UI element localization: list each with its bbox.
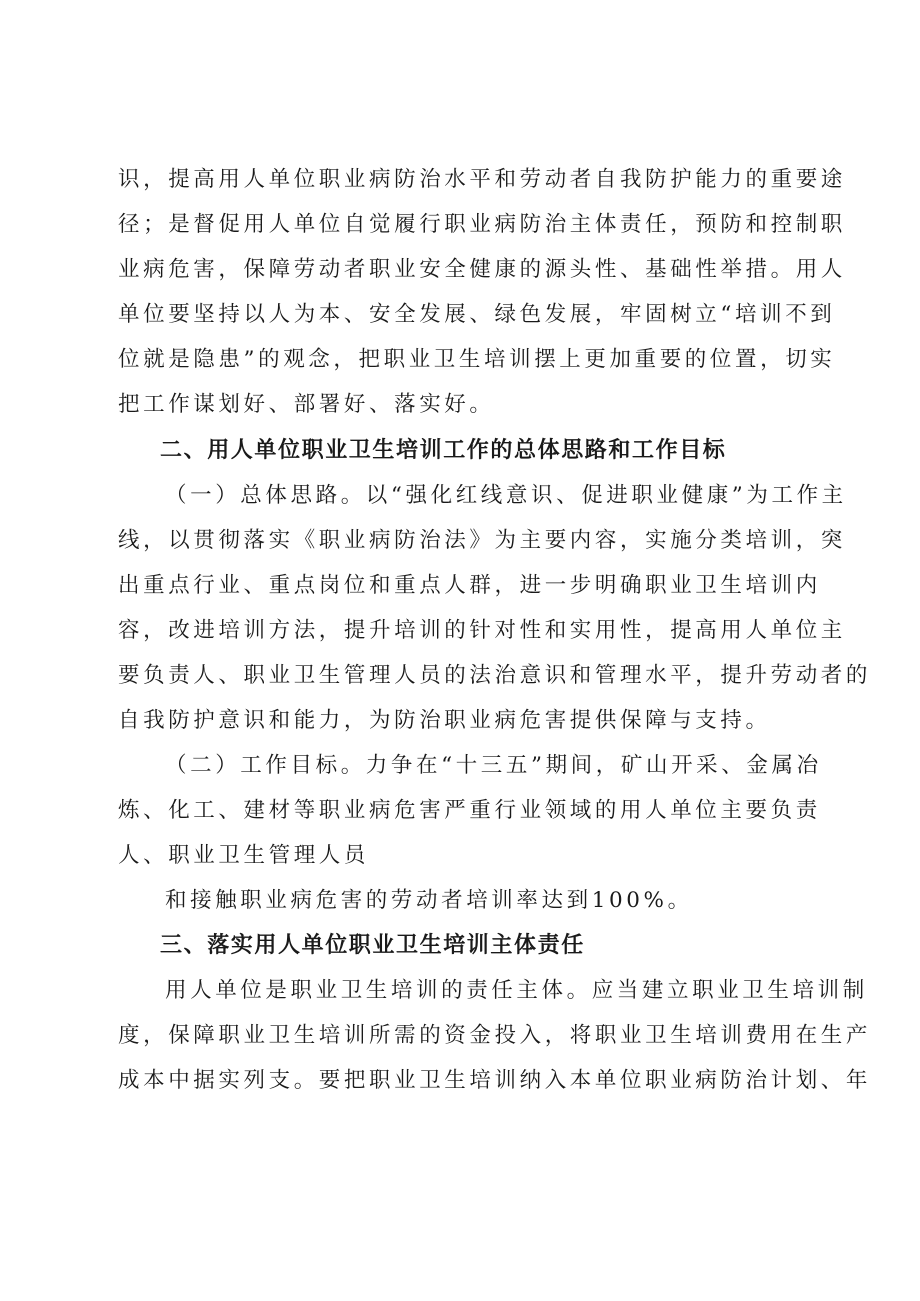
- body-text-line: （一）总体思路。以“强化红线意识、促进职业健康”为工作主: [165, 483, 847, 508]
- body-text-line: 径；是督促用人单位自觉履行职业病防治主体责任，预防和控制职: [118, 212, 846, 237]
- body-text-line: 识，提高用人单位职业病防治水平和劳动者自我防护能力的重要途: [118, 167, 846, 192]
- body-text-line: 成本中据实列支。要把职业卫生培训纳入本单位职业病防治计划、年: [118, 1068, 872, 1093]
- body-text-line: 单位要坚持以人为本、安全发展、绿色发展，牢固树立“培训不到: [118, 302, 836, 327]
- body-text-line: 和接触职业病危害的劳动者培训率达到100%。: [165, 888, 693, 913]
- body-text-line: 要负责人、职业卫生管理人员的法治意识和管理水平，提升劳动者的: [118, 663, 872, 688]
- body-text-line: 位就是隐患”的观念，把职业卫生培训摆上更加重要的位置，切实: [118, 347, 836, 372]
- body-text-line: 业病危害，保障劳动者职业安全健康的源头性、基础性举措。用人: [118, 257, 846, 282]
- body-text-line: 出重点行业、重点岗位和重点人群，进一步明确职业卫生培训内: [118, 573, 821, 598]
- body-text-line: 自我防护意识和能力，为防治职业病危害提供保障与支持。: [118, 708, 771, 733]
- body-text-line: 把工作谋划好、部署好、落实好。: [118, 392, 495, 417]
- section-heading-2: 二、用人单位职业卫生培训工作的总体思路和工作目标: [160, 438, 727, 463]
- body-text-line: 用人单位是职业卫生培训的责任主体。应当建立职业卫生培训制: [165, 978, 868, 1003]
- body-text-line: 容，改进培训方法，提升培训的针对性和实用性，提高用人单位主: [118, 618, 846, 643]
- section-heading-3: 三、落实用人单位职业卫生培训主体责任: [160, 933, 585, 958]
- body-text-line: 炼、化工、建材等职业病危害严重行业领域的用人单位主要负责: [118, 798, 821, 823]
- body-text-line: （二）工作目标。力争在“十三五”期间，矿山开采、金属冶: [165, 753, 822, 778]
- body-text-line: 人、职业卫生管理人员: [118, 843, 370, 868]
- body-text-line: 线，以贯彻落实《职业病防治法》为主要内容，实施分类培训，突: [118, 528, 846, 553]
- body-text-line: 度，保障职业卫生培训所需的资金投入，将职业卫生培训费用在生产: [118, 1023, 872, 1048]
